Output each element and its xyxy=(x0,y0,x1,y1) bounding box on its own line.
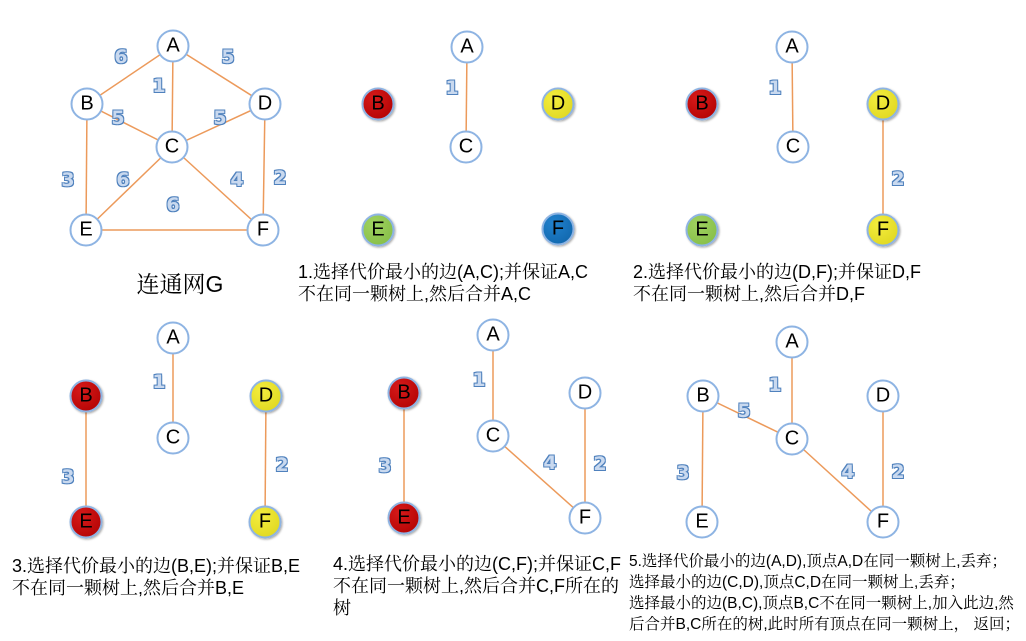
weight-g-df: 2 xyxy=(273,167,287,189)
node-p3-d: D xyxy=(250,380,283,413)
edge-p5-cf xyxy=(792,439,883,522)
node-p5-d: D xyxy=(867,380,900,413)
node-p2-d: D xyxy=(867,88,900,121)
node-p3-a: A xyxy=(157,322,190,355)
edge-g-cf xyxy=(172,147,263,230)
weight-g-bc: 5 xyxy=(111,107,125,129)
node-p3-c: C xyxy=(157,422,190,455)
weight-g-ef: 6 xyxy=(166,194,180,216)
node-g-c: C xyxy=(156,131,189,164)
weight-p5-be: 3 xyxy=(676,462,690,484)
node-p1-e: E xyxy=(362,214,395,247)
node-p2-c: C xyxy=(777,131,810,164)
edge-p3-df xyxy=(265,396,266,522)
node-p2-f: F xyxy=(867,214,900,247)
weight-g-be: 3 xyxy=(61,169,75,191)
weight-g-ac: 1 xyxy=(152,75,166,97)
node-g-a: A xyxy=(157,30,190,63)
weight-p4-df: 2 xyxy=(593,453,607,475)
node-p5-f: F xyxy=(867,506,900,539)
weight-p5-ac: 1 xyxy=(768,374,782,396)
node-p1-c: C xyxy=(450,131,483,164)
step4-caption-line1: 4.选择代价最小的边(C,F);并保证C,F xyxy=(333,554,621,574)
node-p3-e: E xyxy=(70,506,103,539)
step3-caption-line1: 3.选择代价最小的边(B,E);并保证B,E xyxy=(12,556,301,576)
weight-p4-ac: 1 xyxy=(472,369,486,391)
weight-p4-be: 3 xyxy=(378,455,392,477)
node-p3-b: B xyxy=(70,380,103,413)
weight-p5-df: 2 xyxy=(891,461,905,483)
node-p1-b: B xyxy=(362,88,395,121)
weight-p1-ac: 1 xyxy=(445,77,459,99)
node-g-d: D xyxy=(249,88,282,121)
graph-g-title: 连通网G xyxy=(136,271,224,297)
node-p4-f: F xyxy=(569,502,602,535)
step2-caption-line2: 不在同一颗树上,然后合并D,F xyxy=(633,284,865,304)
weight-p3-ac: 1 xyxy=(152,371,166,393)
weight-p3-df: 2 xyxy=(275,454,289,476)
weight-g-ad: 5 xyxy=(221,46,235,68)
node-p1-d: D xyxy=(542,88,575,121)
weight-g-ce: 6 xyxy=(116,169,130,191)
edge-p5-be xyxy=(702,396,703,522)
node-p5-b: B xyxy=(687,380,720,413)
weight-p4-cf: 4 xyxy=(543,452,557,474)
step2-caption xyxy=(633,261,1025,305)
weight-p2-df: 2 xyxy=(891,168,905,190)
weight-p5-bc: 5 xyxy=(737,400,751,422)
weight-g-ab: 6 xyxy=(114,46,128,68)
node-p4-b: B xyxy=(388,377,421,410)
node-p2-b: B xyxy=(686,88,719,121)
step5-caption-line2: 选择最小的边(C,D),顶点C,D在同一颗树上,丢弃； xyxy=(629,574,965,591)
node-p5-e: E xyxy=(686,506,719,539)
node-p3-f: F xyxy=(249,506,282,539)
node-p4-c: C xyxy=(477,420,510,453)
edge-g-be xyxy=(86,104,87,230)
edge-p4-cf xyxy=(493,436,585,518)
weight-g-cd: 5 xyxy=(213,107,227,129)
node-p4-d: D xyxy=(569,377,602,410)
step1-caption xyxy=(298,261,646,305)
node-g-f: F xyxy=(247,214,280,247)
step1-caption-line1: 1.选择代价最小的边(A,C);并保证A,C xyxy=(298,262,589,282)
node-p5-a: A xyxy=(776,326,809,359)
step4-caption-line3: 树 xyxy=(333,598,351,618)
edge-g-df xyxy=(263,104,265,230)
node-p2-a: A xyxy=(776,31,809,64)
weight-p5-cf: 4 xyxy=(841,461,855,483)
node-g-b: B xyxy=(71,88,104,121)
step5-caption-line3: 选择最小的边(B,C),顶点B,C不在同一颗树上,加入此边,然 xyxy=(629,595,1014,612)
weight-g-cf: 4 xyxy=(230,169,244,191)
step5-caption-line1: 5.选择代价最小的边(A,D),顶点A,D在同一颗树上,丢弃； xyxy=(629,553,1008,570)
step4-caption xyxy=(333,553,655,619)
node-g-e: E xyxy=(70,214,103,247)
step3-caption-line2: 不在同一颗树上,然后合并B,E xyxy=(12,578,245,598)
step1-caption-line2: 不在同一颗树上,然后合并A,C xyxy=(298,284,532,304)
node-p4-e: E xyxy=(388,502,421,535)
step5-caption xyxy=(629,551,1026,635)
step3-caption xyxy=(12,555,342,599)
step4-caption-line2: 不在同一颗树上,然后合并C,F所在的 xyxy=(333,576,619,596)
step5-caption-line4: 后合并B,C所在的树,此时所有顶点在同一颗树上， 返回； xyxy=(629,616,1020,633)
weight-p3-be: 3 xyxy=(61,466,75,488)
node-p1-f: F xyxy=(542,213,575,246)
weight-p2-ac: 1 xyxy=(768,77,782,99)
node-p5-c: C xyxy=(776,423,809,456)
node-p4-a: A xyxy=(477,319,510,352)
node-p1-a: A xyxy=(451,31,484,64)
node-p2-e: E xyxy=(686,214,719,247)
step2-caption-line1: 2.选择代价最小的边(D,F);并保证D,F xyxy=(633,262,921,282)
